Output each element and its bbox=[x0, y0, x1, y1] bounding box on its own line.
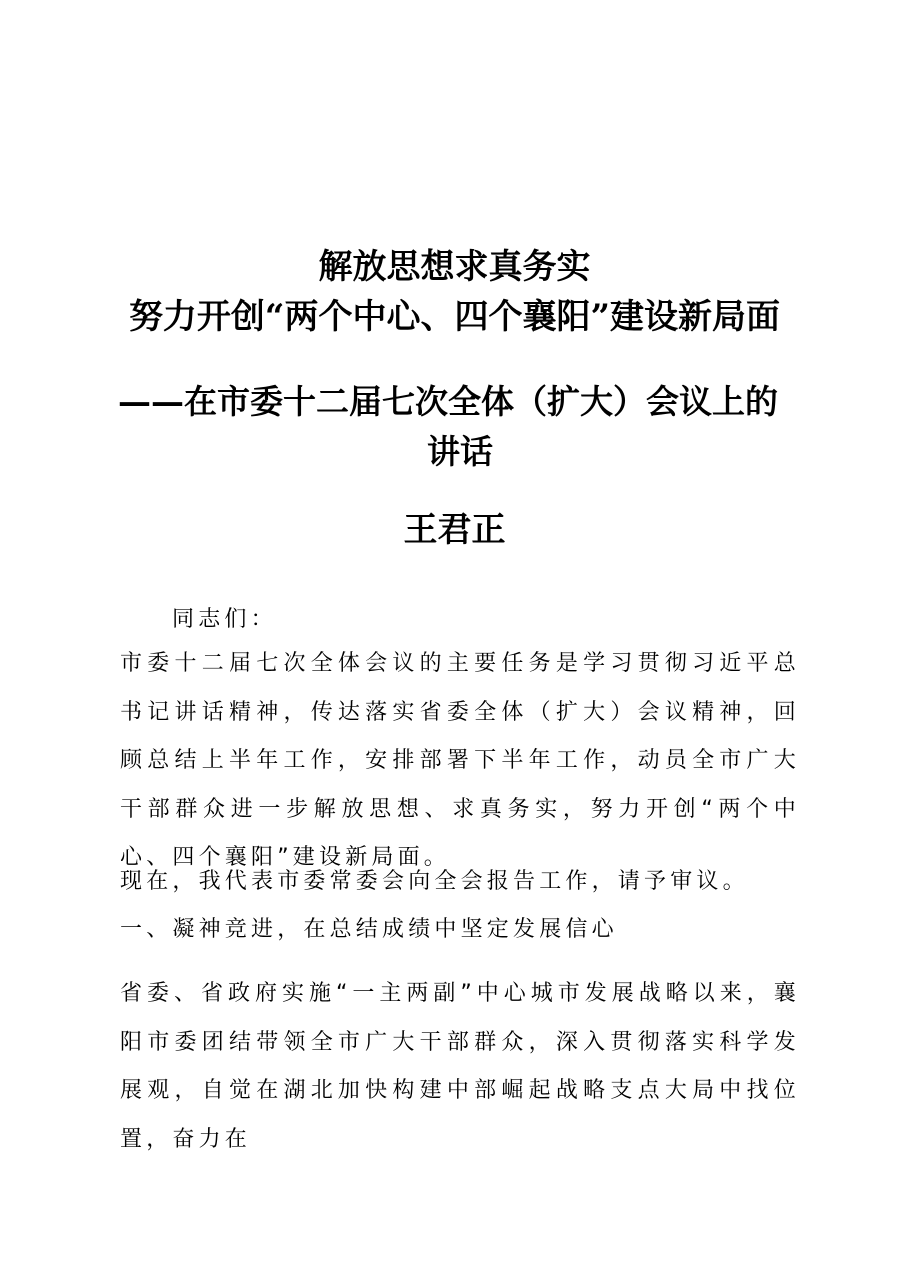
body-paragraph-3: 省委、省政府实施“一主两副”中心城市发展战略以来，襄阳市委团结带领全市广大干部群众，深入贯彻落实科学发展观，自觉在湖北加快构建中部崛起战略支点大局中找位置，奋力在 bbox=[120, 981, 800, 1152]
title-line-1: 解放思想求真务实 bbox=[318, 247, 591, 287]
subtitle-line-1: ——在市委十二届七次全体（扩大）会议上的 bbox=[118, 382, 778, 421]
greeting: 同志们： bbox=[172, 607, 277, 632]
body-paragraph-1: 市委十二届七次全体会议的主要任务是学习贯彻习近平总书记讲话精神，传达落实省委全体（扩大）会议精神，回顾总结上半年工作，安排部署下半年工作，动员全市广大干部群众进一步解放思想、求真务实，努力开创“两个中心、四个襄阳”建设新局面。 bbox=[120, 651, 800, 870]
title-line-2: 努力开创“两个中心、四个襄阳”建设新局面 bbox=[128, 297, 781, 337]
body-paragraph-2: 现在，我代表市委常委会向全会报告工作，请予审议。 bbox=[120, 869, 749, 894]
author-name: 王君正 bbox=[403, 510, 506, 550]
section-heading-1: 一、凝神竞进，在总结成绩中坚定发展信心 bbox=[120, 917, 618, 942]
subtitle-line-2: 讲话 bbox=[427, 432, 493, 471]
